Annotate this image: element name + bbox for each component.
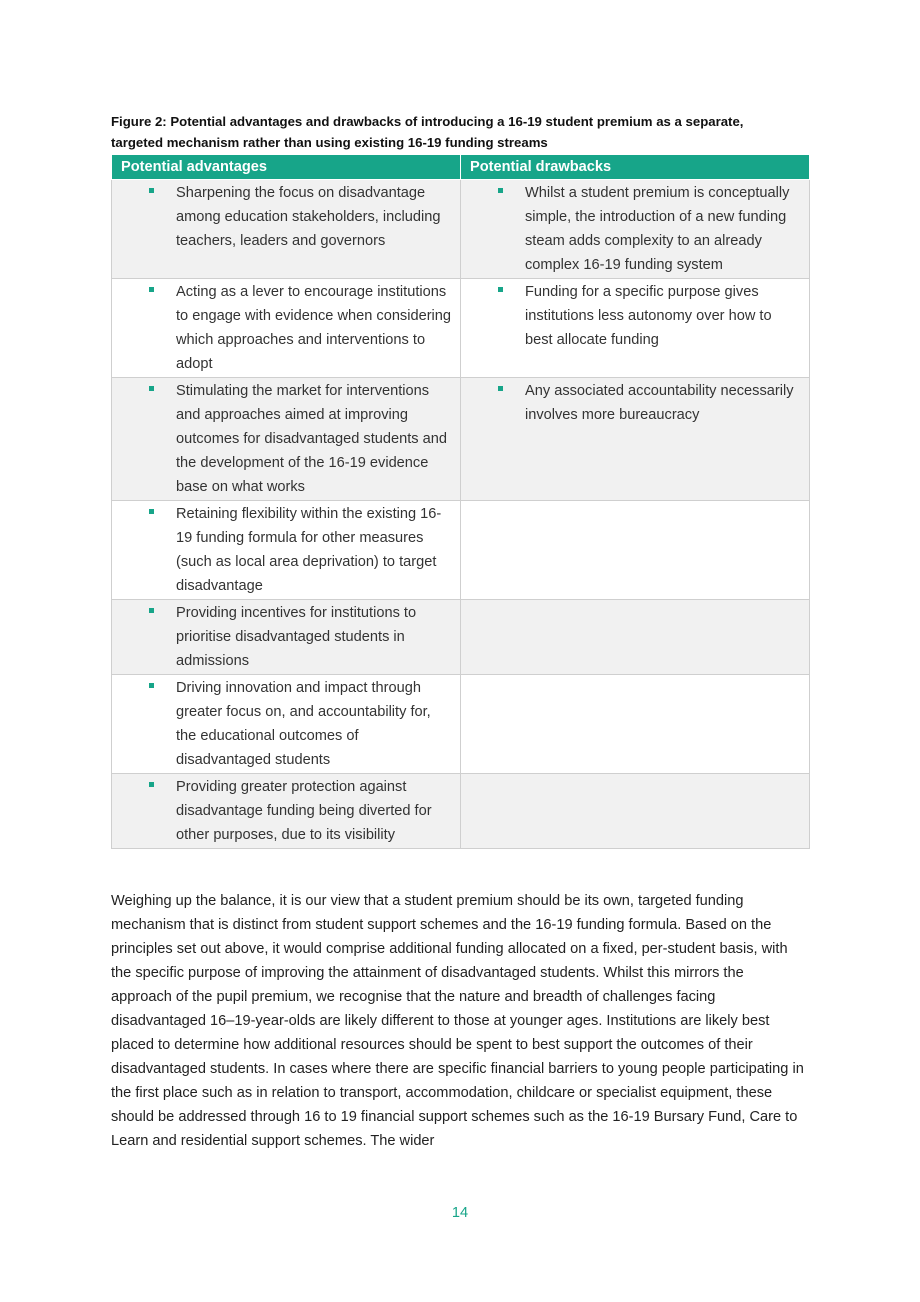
advantage-cell [112, 378, 461, 501]
advantage-cell [112, 279, 461, 378]
header-drawbacks: Potential drawbacks [461, 155, 810, 180]
advantage-text: Providing greater protection against disadvantage funding being diverted for other purposes, due to its visibility [176, 779, 432, 843]
bullet-square-icon [149, 608, 154, 613]
drawback-text: Funding for a specific purpose gives institutions less autonomy over how to best allocate funding [525, 284, 772, 348]
header-advantages: Potential advantages [112, 155, 461, 180]
bullet-square-icon [498, 287, 503, 292]
table-header-row [112, 155, 810, 180]
advantage-text: Driving innovation and impact through greater focus on, and accountability for, the educational outcomes of disadvantaged students [176, 680, 431, 768]
advantage-cell [112, 675, 461, 774]
table-row [112, 675, 810, 774]
bullet-square-icon [149, 683, 154, 688]
advantage-cell [112, 501, 461, 600]
advantage-text: Stimulating the market for interventions and approaches aimed at improving outcomes for disadvantaged students and the development of the 16-19 evidence base on what works [176, 383, 447, 495]
bullet-square-icon [149, 188, 154, 193]
advantages-drawbacks-table [111, 154, 810, 849]
bullet-square-icon [149, 386, 154, 391]
table-row [112, 378, 810, 501]
table-row [112, 501, 810, 600]
drawback-cell [461, 180, 810, 279]
drawback-cell [461, 279, 810, 378]
advantage-cell [112, 180, 461, 279]
bullet-square-icon [149, 782, 154, 787]
figure-caption-line-2: targeted mechanism rather than using existing 16-19 funding streams [111, 135, 548, 150]
table-row [112, 600, 810, 675]
table-row [112, 180, 810, 279]
drawback-text: Any associated accountability necessarily involves more bureaucracy [525, 383, 794, 423]
table-row [112, 774, 810, 849]
bullet-square-icon [149, 287, 154, 292]
drawback-cell-empty [461, 501, 810, 600]
advantage-cell [112, 600, 461, 675]
advantage-text: Providing incentives for institutions to prioritise disadvantaged students in admissions [176, 605, 417, 669]
bullet-square-icon [498, 188, 503, 193]
advantage-text: Sharpening the focus on disadvantage among education stakeholders, including teachers, leaders and governors [176, 185, 441, 249]
advantage-text: Retaining flexibility within the existing 16-19 funding formula for other measures (such as local area deprivation) to target disadvantage [176, 506, 442, 594]
drawback-text: Whilst a student premium is conceptually simple, the introduction of a new funding steam adds complexity to an already complex 16-19 funding system [525, 185, 790, 273]
table-row [112, 279, 810, 378]
drawback-cell-empty [461, 774, 810, 849]
page-number: 14 [451, 1205, 469, 1221]
advantage-cell [112, 774, 461, 849]
bullet-square-icon [149, 509, 154, 514]
drawback-cell [461, 378, 810, 501]
figure-caption-line-1: Figure 2: Potential advantages and drawbacks of introducing a 16-19 student premium as a separate, [111, 114, 744, 129]
drawback-cell-empty [461, 675, 810, 774]
bullet-square-icon [498, 386, 503, 391]
figure-caption [111, 111, 811, 153]
drawback-cell-empty [461, 600, 810, 675]
advantage-text: Acting as a lever to encourage institutions to engage with evidence when considering which approaches and interventions to adopt [176, 284, 452, 372]
body-paragraph: Weighing up the balance, it is our view that a student premium should be its own, targeted funding mechanism that is distinct from student support schemes and the 16-19 funding formula. Based on the principles set out above, it would comprise additional funding allocated on a fixed, per-student basis, with the specific purpose of improving the attainment of disadvantaged students. Whilst this mirrors the approach of the pupil premium, we recognise that the nature and breadth of challenges facing disadvantaged 16–19-year-olds are likely different to those at younger ages. Institutions are likely best placed to determine how additional resources should be spent to best support the outcomes of their disadvantaged students. In cases where there are specific financial barriers to young people participating in the first place such as in relation to transport, accommodation, childcare or specialist equipment, these should be addressed through 16 to 19 financial support schemes such as the 16-19 Bursary Fund, Care to Learn and residential support schemes. The wider [111, 893, 804, 1149]
